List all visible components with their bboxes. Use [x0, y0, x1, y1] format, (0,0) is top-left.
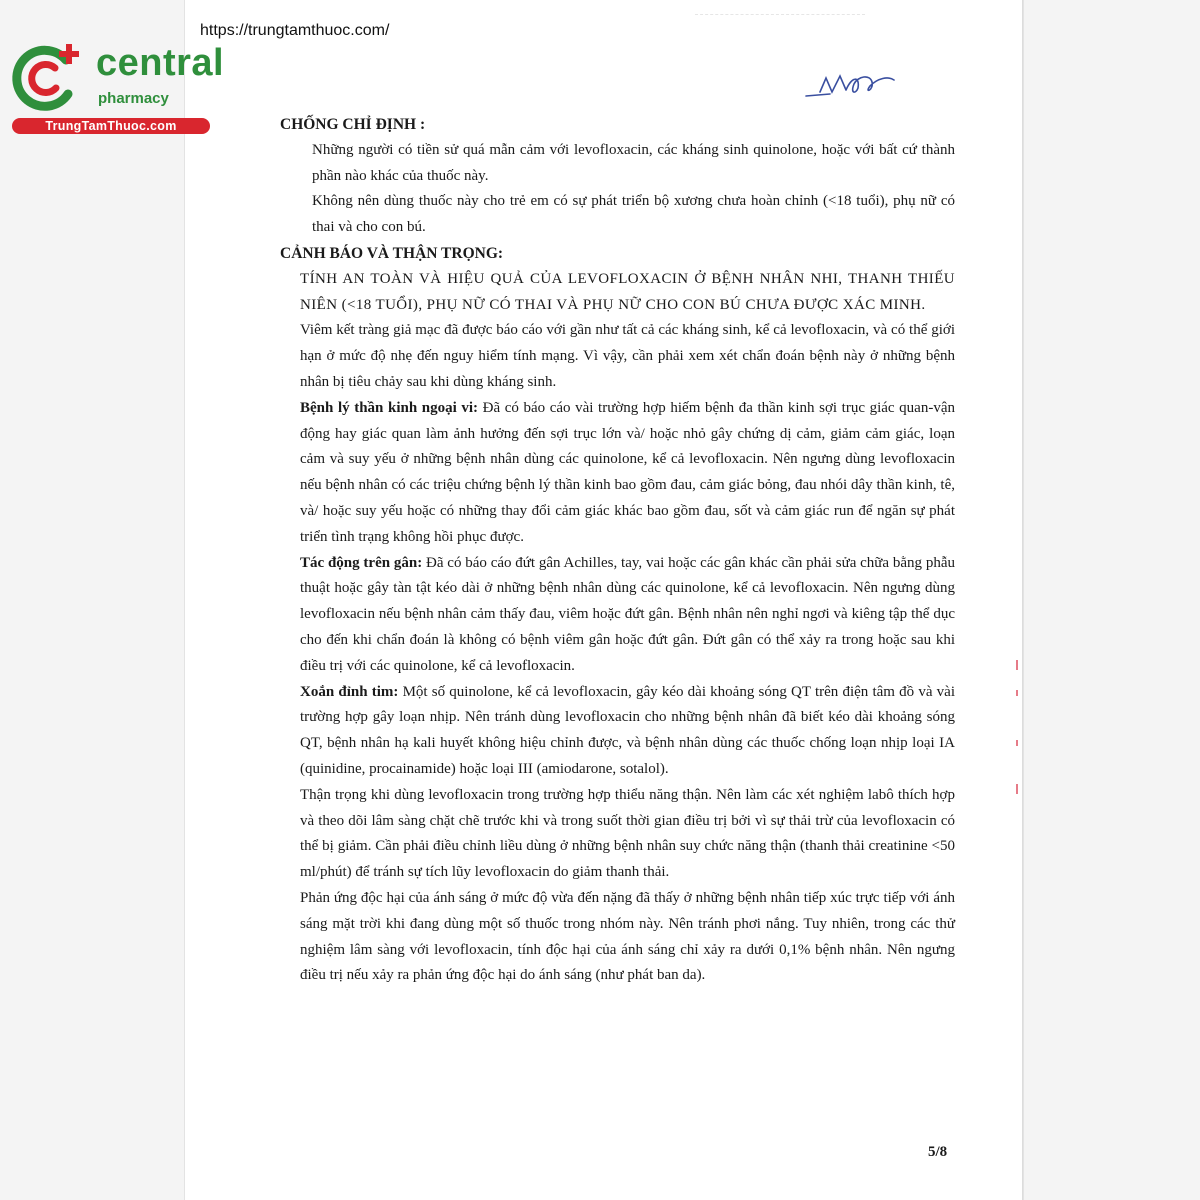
- phototoxicity-paragraph: Phản ứng độc hại của ánh sáng ở mức độ vừa đến nặng đã thấy ở những bệnh nhân tiếp xúc trực tiếp với ánh sáng mặt trời khi đang dùng một số thuốc trong nhóm này. Nên tránh phơi nắng. Tuy nhiên, trong các thử nghiệm lâm sàng với levofloxacin, tính độc hại của ánh sáng chỉ xảy ra dưới 0,1% bệnh nhân. Nên ngưng điều trị nếu xảy ra phản ứng độc hại do ánh sáng (như phát ban da).: [300, 889, 955, 984]
- source-url[interactable]: https://trungtamthuoc.com/: [200, 22, 390, 39]
- colitis-paragraph: Viêm kết tràng giả mạc đã được báo cáo với gần như tất cả các kháng sinh, kể cả levofloxacin, và có thể giới hạn ở mức độ nhẹ đến nguy hiểm tính mạng. Vì vậy, cần phải xem xét chẩn đoán bệnh này ở những bệnh nhân bị tiêu chảy sau khi dùng kháng sinh.: [300, 322, 955, 390]
- brand-subtitle: pharmacy: [98, 90, 169, 107]
- brand-badge: TrungTamThuoc.com: [12, 118, 210, 134]
- torsades-text: Một số quinolone, kể cả levofloxacin, gây kéo dài khoảng sóng QT trên điện tâm đồ và vài trường hợp gây loạn nhịp. Nên tránh dùng levofloxacin cho những bệnh nhân đã biết kéo dài khoảng sóng QT, bệnh nhân hạ kali huyết không hiệu chỉnh được, và bệnh nhân dùng các thuốc chống loạn nhịp loại IA (quinidine, procainamide) hoặc loại III (amiodarone, sotalol).: [300, 683, 955, 777]
- neuropathy-text: Đã có báo cáo vài trường hợp hiếm bệnh đa thần kinh sợi trục giác quan-vận động hay giác quan làm ảnh hưởng đến sợi trục lớn và/ hoặc nhỏ gây chứng dị cảm, giảm cảm giác, loạn cảm và suy yếu ở những bệnh nhân dùng các quinolone, kể cả levofloxacin. Nên ngưng dùng levofloxacin nếu bệnh nhân có các triệu chứng bệnh lý thần kinh bao gồm đau, cảm giác bỏng, đau nhói dây thần kinh, tê, và/ hoặc suy yếu hoặc có những thay đổi cảm giác khác bao gồm đau, sốt và cảm giác run để ngăn sự phát triển tình trạng không hồi phục được.: [300, 399, 955, 545]
- page-number: 5/8: [928, 1144, 948, 1160]
- handwritten-signature: [800, 68, 910, 108]
- scan-mark: [1016, 784, 1018, 794]
- scan-mark: [1016, 740, 1018, 746]
- torsades-paragraph: [280, 680, 955, 783]
- contraindications-heading: CHỐNG CHỈ ĐỊNH :: [280, 116, 426, 133]
- warnings-heading: CẢNH BÁO VÀ THẬN TRỌNG:: [280, 244, 504, 262]
- neuropathy-label: Bệnh lý thần kinh ngoại vi:: [300, 399, 479, 416]
- scan-mark: [1016, 660, 1018, 670]
- safety-caps-paragraph: TÍNH AN TOÀN VÀ HIỆU QUẢ CỦA LEVOFLOXACIN Ở BỆNH NHÂN NHI, THANH THIẾU NIÊN (<18 TUỔI), PHỤ NỮ CÓ THAI VÀ PHỤ NỮ CHO CON BÚ CHƯA ĐƯỢC XÁC MINH.: [300, 270, 955, 313]
- scan-mark: [1016, 690, 1018, 696]
- tendon-paragraph: [280, 551, 955, 680]
- tendon-label: Tác động trên gân:: [300, 554, 423, 571]
- pharmacy-cross-icon: [8, 38, 88, 118]
- torsades-label: Xoắn đỉnh tim:: [300, 683, 399, 700]
- scan-artifact: [695, 0, 865, 15]
- tendon-text: Đã có báo cáo đứt gân Achilles, tay, vai hoặc các gân khác cần phải sửa chữa bằng phẫu thuật hoặc gây tàn tật kéo dài ở những bệnh nhân dùng các quinolone, kể cả levofloxacin. Nên ngưng dùng levofloxacin nếu bệnh nhân cảm thấy đau, viêm hoặc đứt gân. Bệnh nhân nên nghỉ ngơi và kiêng tập thể dục cho đến khi chẩn đoán là không có bệnh viêm gân hoặc đứt gân. Đứt gân có thể xảy ra trong hoặc sau khi điều trị với các quinolone, kể cả levofloxacin.: [300, 554, 955, 674]
- page-edge: [1022, 0, 1023, 1200]
- brand-name: central: [96, 42, 225, 84]
- contraindication-paragraph: Không nên dùng thuốc này cho trẻ em có sự phát triển bộ xương chưa hoàn chỉnh (<18 tuổi), phụ nữ có thai và cho con bú.: [312, 193, 955, 236]
- neuropathy-paragraph: [280, 396, 955, 551]
- central-pharmacy-logo: [8, 38, 225, 138]
- document-content: [280, 112, 955, 989]
- renal-paragraph: Thận trọng khi dùng levofloxacin trong trường hợp thiểu năng thận. Nên làm các xét nghiệm labô thích hợp và theo dõi lâm sàng chặt chẽ trước khi và trong suốt thời gian điều trị bởi vì sự thải trừ của levofloxacin có thể bị giảm. Cần phải điều chỉnh liều dùng ở những bệnh nhân suy chức năng thận (thanh thải creatinine <50 ml/phút) để tránh sự tích lũy levofloxacin do giảm thanh thải.: [300, 786, 955, 881]
- contraindication-paragraph: Những người có tiền sử quá mẫn cảm với levofloxacin, các kháng sinh quinolone, hoặc với bất cứ thành phần nào khác của thuốc này.: [312, 141, 955, 184]
